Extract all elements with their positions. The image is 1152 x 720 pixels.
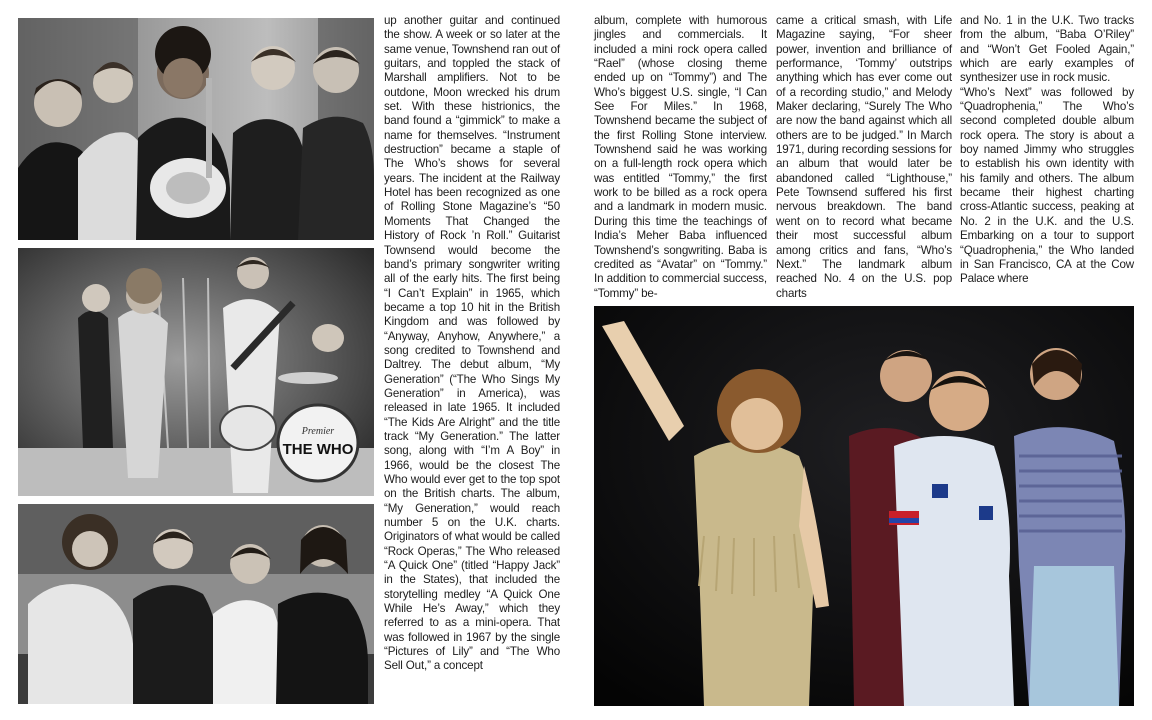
article-column-1	[384, 14, 560, 714]
article-column-3-text: came a critical smash, with Life Magazine saying, “For sheer power, invention and brilliance of performance, ‘Tommy’ outstrips anything which has ever come out of a recording studio,” and Melody Maker declaring, “Surely The Who are now the band against which all others are to be judged.” In March 1971, during recording sessions for an album that would later be abandoned called “Lighthouse,” Pete Townsend suffered his first nervous breakdown. The band went on to record what became their most successful album among critics and fans, “Who’s Next.” The landmark album reached No. 4 on the U.S. pop charts	[776, 14, 952, 300]
drum-brand-text: Premier	[301, 426, 335, 437]
article-column-4	[960, 14, 1134, 309]
article-column-3	[776, 14, 952, 309]
article-column-2	[594, 14, 767, 309]
article-column-1-text: up another guitar and continued the show. A week or so later at the same venue, Townshend ran out of guitars, and toppled the stack of Marshall amplifiers. Not to be outdone, Moon wrecked his drum set. With these histrionics, the band found a “gimmick” to make a name for themselves. “Instrument destruction” became a staple of The Who’s shows for several years. The incident at the Railway Hotel has been recognized as one of Rolling Stone Magazine’s “50 Moments That Changed the History of Rock ’n Roll.” Guitarist Townsend would become the band’s primary songwriter writing all of the early hits. The first being “I Can’t Explain” in 1965, which became a top 10 hit in the British Kingdom and was followed by “Anyway, Anyhow, Anywhere,” a song credited to Townshend and Daltrey. The debut album, “My Generation” (“The Who Sings My Generation” in America), was released in late 1965. It included “The Kids Are Alright” and the title track “My Generation.” The latter song, along with “I’m A Boy” in 1966, would be the closest The Who would ever get to the top spot on the British charts. The album, “My Generation,” would reach number 5 on the U.K. charts. Originators of what would be called “Rock Operas,” The Who released “A Quick One” (titled “Happy Jack” in the States), that included the storytelling medley “A Quick One While He’s Away,” which they referred to as a mini-opera. That was followed in 1967 by the single “Pictures of Lily” and “The Who Sell Out,” a concept	[384, 14, 560, 673]
band-seated-portrait-image	[18, 504, 374, 704]
article-column-4-paragraph-1: and No. 1 in the U.K. Two tracks from the album, “Baba O’Riley” and “Won’t Get Fooled Again,” which are early examples of synthesizer use in rock music.	[960, 14, 1134, 85]
band-stage-performance-image	[18, 248, 374, 496]
band-group-portrait-photo	[18, 18, 374, 240]
drum-band-logo-text: THE WHO	[282, 441, 354, 458]
article-column-2-text: album, complete with humorous jingles and commercials. It included a mini rock opera called “Rael” (whose closing theme ended up on “Tommy”) and The Who’s biggest U.S. single, “I Can See For Miles.” In 1968, Townshend became the subject of the first Rolling Stone interview. Townshend said he was working on a full-length rock opera which was entitled “Tommy,” the first work to be billed as a rock opera and a landmark in modern music. During this time the teachings of India’s Meher Baba influenced Townshend’s songwriting. Baba is credited as “Avatar” on “Tommy.” In addition to commercial success, “Tommy” be-	[594, 14, 767, 300]
band-seated-portrait-photo	[18, 504, 374, 704]
article-column-4-paragraph-2: “Who’s Next” was followed by “Quadrophenia,” The Who’s second completed double album rock opera. The story is about a boy named Jimmy who struggles to establish his own identity with his family and others. The album became their highest charting cross-Atlantic success, peaking at No. 2 in the U.K. and the U.S. Embarking on a tour to support “Quadrophenia,” the Who landed in San Francisco, CA at the Cow Palace where	[960, 85, 1134, 286]
band-stage-performance-photo	[18, 248, 374, 496]
band-group-portrait-image	[18, 18, 374, 240]
band-concert-color-image	[594, 306, 1134, 706]
band-concert-color-photo	[594, 306, 1134, 706]
